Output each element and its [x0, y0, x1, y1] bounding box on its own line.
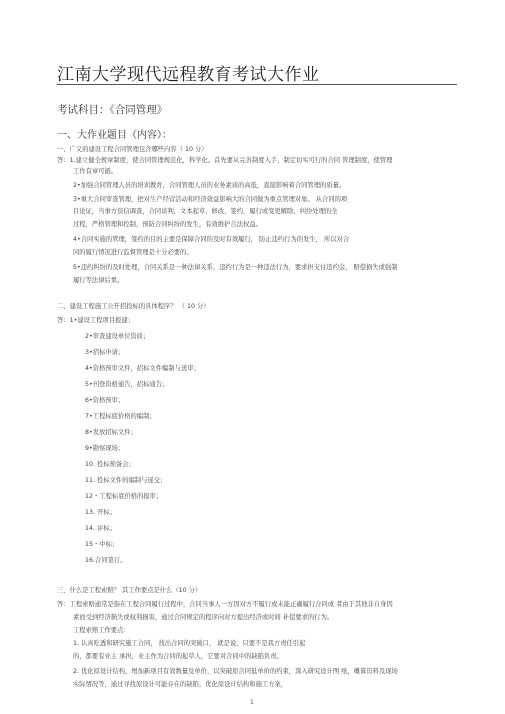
q2-step: 6•资格预审；	[85, 397, 125, 404]
q3-answer-line: 实际情况等，通过寻找原设计可能存在的缺陷，优化原设计结构和施工方案，	[73, 681, 288, 688]
q1-answer-line: 工作有章可循。	[73, 168, 118, 175]
q2-step: 9•勘察现场；	[85, 445, 125, 452]
page-number: 1	[250, 699, 254, 706]
q3-answer-line: 答：工程索赔通常是指在工程合同履行过程中，合同当事人一方因对方不履行或未能正确履行合同或 者由于其他非自身因	[57, 601, 393, 608]
q2-step: 11. 投标文件的编制与递交；	[85, 477, 167, 484]
q1-answer-line: 履行等法律后果。	[73, 277, 124, 284]
q2-step: 3•招标申请；	[85, 349, 125, 356]
q2-step: 4•资格预审文件，招标文件编制与送审；	[85, 365, 200, 372]
q3-answer-line: 2. 优化原设计结构，增加新项目有效数量及单价，以突破原合同低单价的约束，深入研究设计图 纸，概算资料及现场	[73, 668, 398, 675]
q1-answer-line: 过程，严格管理和控制，预防合同纠纷的发生，有效维护合法权益。	[73, 221, 262, 228]
question-2: 二、建设工程施工公开招投标的具体程序？ （ 10 分）	[57, 303, 210, 310]
q2-step: 14. 评标；	[85, 525, 116, 532]
q2-step: 16.合同签订。	[85, 557, 127, 564]
q2-step: 13. 开标；	[85, 509, 116, 516]
exam-subject: 考试科目：《合同管理》	[57, 104, 168, 116]
q3-answer-line: 1. 认真吃透和研究施工合同， 找出合同的突破口， 就是说，只要不是我方责任引起	[73, 640, 306, 647]
q2-step: 10. 投标预备会；	[85, 461, 135, 468]
question-3: 三、什么是工程索赔？ 其工作要点是什么（10 分）	[57, 587, 202, 594]
q2-step: 答：1•建设工程项目报建；	[57, 317, 134, 324]
q2-step: 8•发放招标文件；	[85, 429, 137, 436]
q3-answer-line: 的，都要有业主 承担，业主作为合同的起草人，它要对合同中的缺陷负责。	[73, 653, 283, 660]
q1-answer-line: 目论证，当事方资信调查，合同谈判，文本起草，修改，签约，履行或变更解除，纠纷处理的全	[73, 208, 338, 215]
q2-step: 15・中标；	[85, 541, 119, 548]
q1-answer-line: 3•重大合同审查管理，把对生产经营活动和经济效益影响大的合同做为重点管理对象。 从合同的项	[73, 196, 348, 203]
title-divider	[57, 84, 457, 85]
question-1: 一、广义的建设工程合同管理包含哪些内容（ 10 分）	[57, 146, 208, 153]
section-heading: 一、大作业题目（内容）：	[57, 130, 172, 141]
q2-step: 7•工程标底价格的编制；	[85, 413, 156, 420]
q2-step: 2•审查建设单位资质；	[85, 333, 150, 340]
q3-answer-line: 工程索赔工作要点：	[73, 627, 130, 634]
q1-answer-line: 2•加强合同管理人员的培训教育，合同管理人员的业务素质的高低，直接影响着合同管理的质量。	[73, 182, 346, 189]
q2-step: 5•刊登资格通告，招标通告；	[85, 381, 169, 388]
q1-answer-line: 同的履行情况进行监督管理是十分必要的。	[73, 249, 193, 256]
page-title: 江南大学现代远程教育考试大作业	[57, 65, 320, 85]
q1-answer-line: 答：1.建立健全规章制度，使合同管理规范化，科学化。首先要从完善制度入手，制定切实可行的合同 管理制度，使管理	[57, 157, 393, 164]
q1-answer-line: 5•违约纠纷的及时处理，合同关系是一种法律关系，违约行为是一种违法行为，要求担支付违约金， 赔偿损失或强制	[73, 264, 398, 271]
q3-answer-line: 素而受到经济损失或权利损害，通过合同规定的程序向对方提出经济或时间 补偿要求的行为。	[73, 614, 334, 621]
q1-answer-line: 4•合同实施的管理，签约的目的主要是保障合同的及时有效履行， 防止违约行为的发生， 所以对合	[73, 236, 350, 243]
q2-step: 12・工程标底价格的报审；	[85, 493, 163, 500]
